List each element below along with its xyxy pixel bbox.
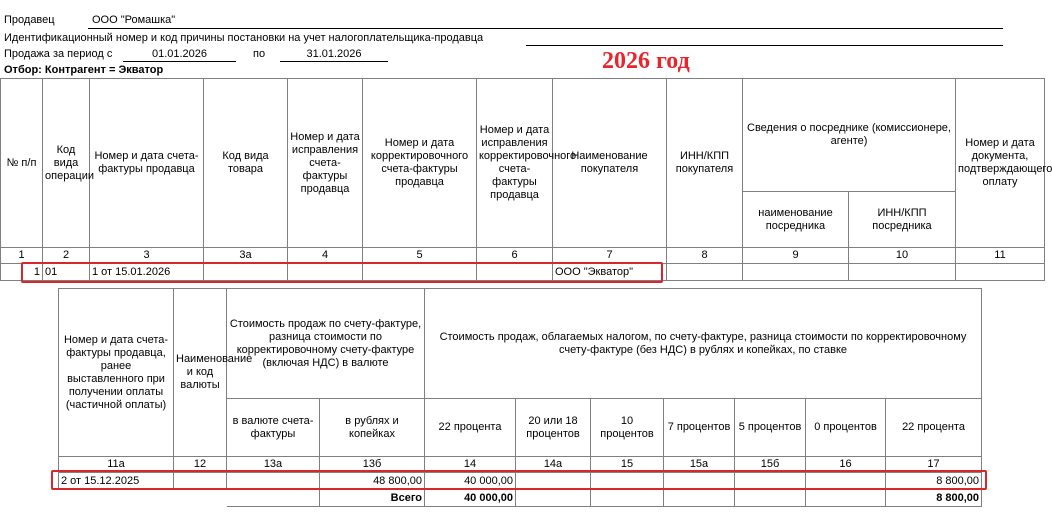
row-vat22: 8 800,00 — [886, 473, 982, 490]
col-header-9: наименование посредника — [743, 192, 849, 248]
col-number: 11 — [956, 248, 1045, 264]
col-number: 14а — [516, 457, 591, 473]
col-header-4: Номер и дата исправления счета-фактуры продавца — [288, 79, 363, 248]
period-label: Продажа за период с — [4, 48, 113, 60]
col-header-2: Код вида операции — [43, 79, 90, 248]
total-spacer — [227, 490, 320, 507]
col-header-13: Стоимость продаж по счету-фактуре, разница стоимости по корректировочному счету-фактуре (включая НДС) в валюте — [227, 289, 425, 399]
col-number: 15 — [591, 457, 664, 473]
col-number: 12 — [174, 457, 227, 473]
col-number: 3а — [204, 248, 288, 264]
col-header-5: Номер и дата корректировочного счета-фактуры продавца — [363, 79, 477, 248]
col-header-12: Наименование и код валюты — [174, 289, 227, 457]
total-row — [59, 490, 982, 507]
row-buyer: ООО "Экватор" — [553, 264, 667, 281]
row-cell-empty — [956, 264, 1045, 281]
seller-underline — [88, 28, 1003, 29]
col-number: 3 — [90, 248, 204, 264]
col-header-13a: в валюте счета-фактуры — [227, 399, 320, 457]
row-cell-empty — [806, 490, 886, 507]
col-number: 13б — [320, 457, 425, 473]
total-label: Всего — [320, 490, 425, 507]
row-cell-empty — [664, 490, 735, 507]
col-number: 5 — [363, 248, 477, 264]
col-number: 7 — [553, 248, 667, 264]
col-header-7: Наименование покупателя — [553, 79, 667, 248]
col-header-9-10: Сведения о посреднике (комиссионере, агенте) — [743, 79, 956, 192]
col-number: 15а — [664, 457, 735, 473]
total-vat22: 8 800,00 — [886, 490, 982, 507]
col-header-14: 22 процента — [425, 399, 516, 457]
col-header-14-16: Стоимость продаж, облагаемых налогом, по счету-фактуре, разница стоимости по корректировочному счету-фактуре (без НДС) в рублях и копейках, по ставке — [425, 289, 982, 399]
col-number: 10 — [849, 248, 956, 264]
col-number: 15б — [735, 457, 806, 473]
col-header-11: Номер и дата документа, подтверждающего оплату — [956, 79, 1045, 248]
row-number: 1 — [1, 264, 43, 281]
period-to: 31.01.2026 — [306, 48, 362, 60]
col-header-15b: 5 процентов — [735, 399, 806, 457]
row-cell-empty — [591, 490, 664, 507]
col-header-15a: 7 процентов — [664, 399, 735, 457]
col-header-3: Номер и дата счета-фактуры продавца — [90, 79, 204, 248]
year-title: 2026 год — [602, 48, 690, 74]
col-number: 13а — [227, 457, 320, 473]
row-cell-empty — [516, 490, 591, 507]
col-number: 14 — [425, 457, 516, 473]
period-from: 01.01.2026 — [151, 48, 208, 60]
col-number: 9 — [743, 248, 849, 264]
row-base22: 40 000,00 — [425, 473, 516, 490]
row-cell-empty — [667, 264, 743, 281]
col-header-11a: Номер и дата счета-фактуры продавца, ранее выставленного при получении оплаты (частичной оплаты) — [59, 289, 174, 457]
row-cell-empty — [743, 264, 849, 281]
col-number: 8 — [667, 248, 743, 264]
col-header-14a: 20 или 18 процентов — [516, 399, 591, 457]
inn-underline — [526, 45, 1003, 46]
row-op-code: 01 — [43, 264, 90, 281]
row-cell-empty — [735, 490, 806, 507]
highlight-box-row2 — [51, 470, 987, 490]
row-rub: 48 800,00 — [320, 473, 425, 490]
row-prev-invoice: 2 от 15.12.2025 — [59, 473, 174, 490]
col-header-13b: в рублях и копейках — [320, 399, 425, 457]
col-header-1: № п/п — [1, 79, 43, 248]
col-header-6: Номер и дата исправления корректировочного счета-фактуры продавца — [477, 79, 553, 248]
col-header-15: 10 процентов — [591, 399, 664, 457]
period-from-underline — [123, 61, 236, 62]
seller-label: Продавец — [4, 14, 55, 26]
col-number: 1 — [1, 248, 43, 264]
col-number: 2 — [43, 248, 90, 264]
col-header-10: ИНН/КПП посредника — [849, 192, 956, 248]
highlight-box-row1 — [21, 262, 663, 283]
total-spacer — [59, 490, 227, 507]
col-header-16: 0 процентов — [806, 399, 886, 457]
col-number: 6 — [477, 248, 553, 264]
col-number: 4 — [288, 248, 363, 264]
col-number: 11а — [59, 457, 174, 473]
seller-value: ООО "Ромашка" — [92, 14, 176, 26]
col-header-8: ИНН/КПП покупателя — [667, 79, 743, 248]
col-number: 16 — [806, 457, 886, 473]
filter-text: Отбор: Контрагент = Экватор — [4, 64, 164, 76]
inn-label: Идентификационный номер и код причины постановки на учет налогоплательщика-продавца — [4, 32, 484, 44]
col-number: 17 — [886, 457, 982, 473]
col-header-3a: Код вида товара — [204, 79, 288, 248]
col-header-17: 22 процента — [886, 399, 982, 457]
row-cell-empty — [849, 264, 956, 281]
sales-book-table-part1 — [0, 78, 1052, 281]
period-to-underline — [280, 61, 388, 62]
row-invoice: 1 от 15.01.2026 — [90, 264, 204, 281]
period-to-label: по — [253, 48, 266, 60]
total-base22: 40 000,00 — [425, 490, 516, 507]
